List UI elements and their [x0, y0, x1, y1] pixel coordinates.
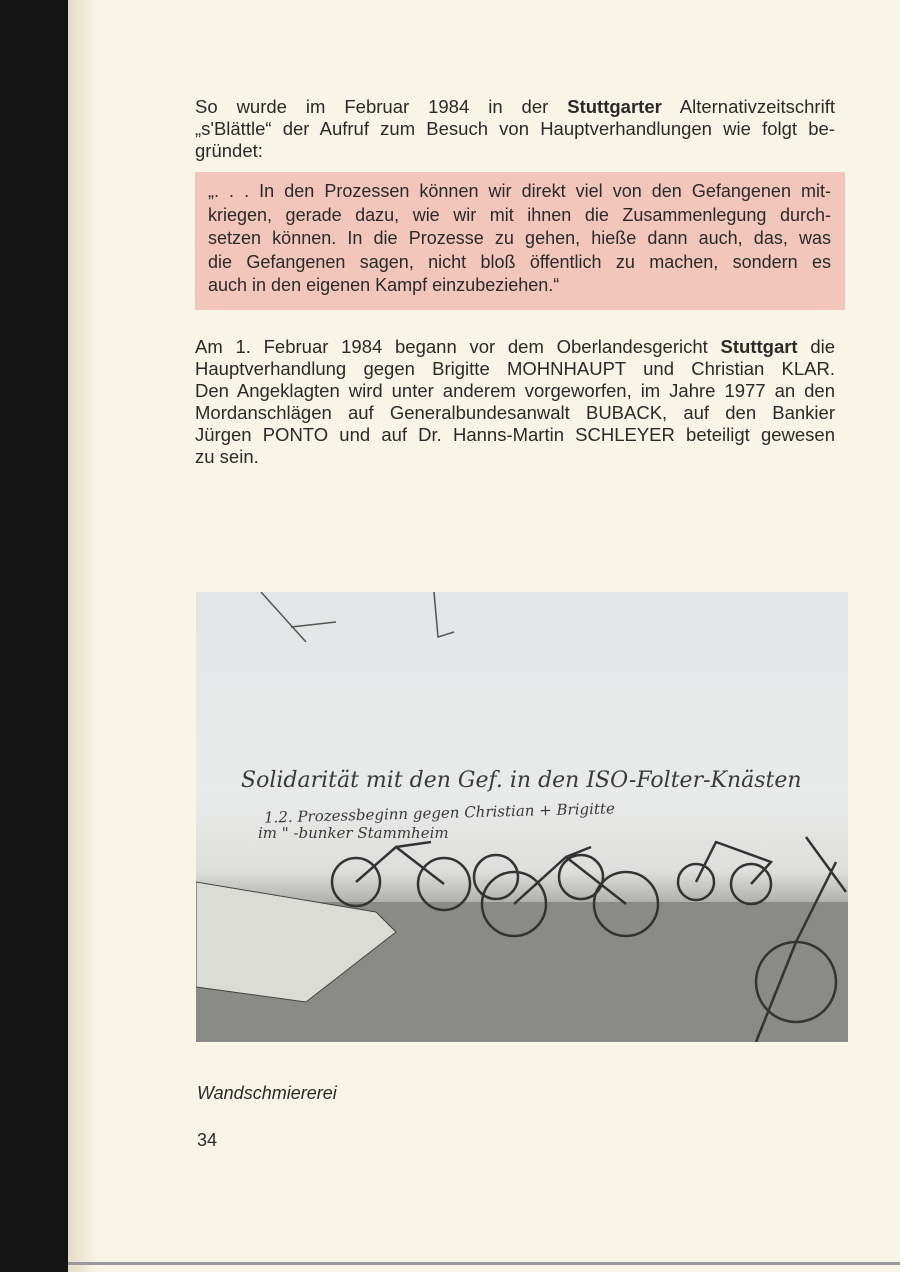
text-line: Hauptverhandlung gegen Brigitte MOHNHAUPT und Christian KLAR. [195, 358, 835, 379]
quote-box [195, 172, 845, 310]
text-line: Am 1. Februar 1984 begann vor dem Oberlandesgericht Stuttgart die [195, 336, 836, 357]
quote-text [208, 180, 831, 298]
text-line: die Gefangenen sagen, nicht bloß öffentlich zu machen, sondern es [208, 251, 831, 272]
photo-caption: Wandschmiererei [197, 1083, 337, 1103]
tree-branches [261, 592, 454, 642]
page-gutter-shadow [68, 0, 98, 1272]
text-line: So wurde im Februar 1984 in der Stuttgarter Alternativzeitschrift [195, 96, 835, 117]
text-line: setzen können. In die Prozesse zu gehen, hieße dann auch, das, was [208, 228, 831, 248]
text-line: zu sein. [195, 446, 259, 467]
graffiti-line: 1.2. Prozessbeginn gegen Christian + Brigitte [263, 799, 616, 827]
text-line: „. . . In den Prozessen können wir direkt viel von den Gefangenen mit- [208, 181, 831, 201]
book-spine [0, 0, 68, 1272]
graffiti-line: im " -bunker Stammheim [258, 824, 449, 842]
text-line: auch in den eigenen Kampf einzubeziehen.“ [208, 275, 560, 295]
text-line: Mordanschlägen auf Generalbundesanwalt BUBACK, auf den Bankier [195, 402, 835, 423]
page-number: 34 [197, 1130, 218, 1150]
body-paragraph [195, 336, 835, 468]
page-edge [68, 1262, 900, 1265]
photo-graffiti-wall [196, 592, 848, 1042]
text-line: Jürgen PONTO und auf Dr. Hanns-Martin SCHLEYER beteiligt gewesen [195, 424, 835, 445]
text-line: Den Angeklagten wird unter anderem vorgeworfen, im Jahre 1977 an den [195, 380, 835, 401]
text-line: kriegen, gerade dazu, wie wir mit ihnen die Zusammenlegung durch- [208, 204, 831, 225]
intro-paragraph [195, 96, 835, 162]
text-line: gründet: [195, 140, 263, 161]
text-line: „s'Blättle“ der Aufruf zum Besuch von Hauptverhandlungen wie folgt be- [195, 118, 835, 139]
graffiti-line: Solidarität mit den Gef. in den ISO-Folter-Knästen [241, 768, 802, 793]
